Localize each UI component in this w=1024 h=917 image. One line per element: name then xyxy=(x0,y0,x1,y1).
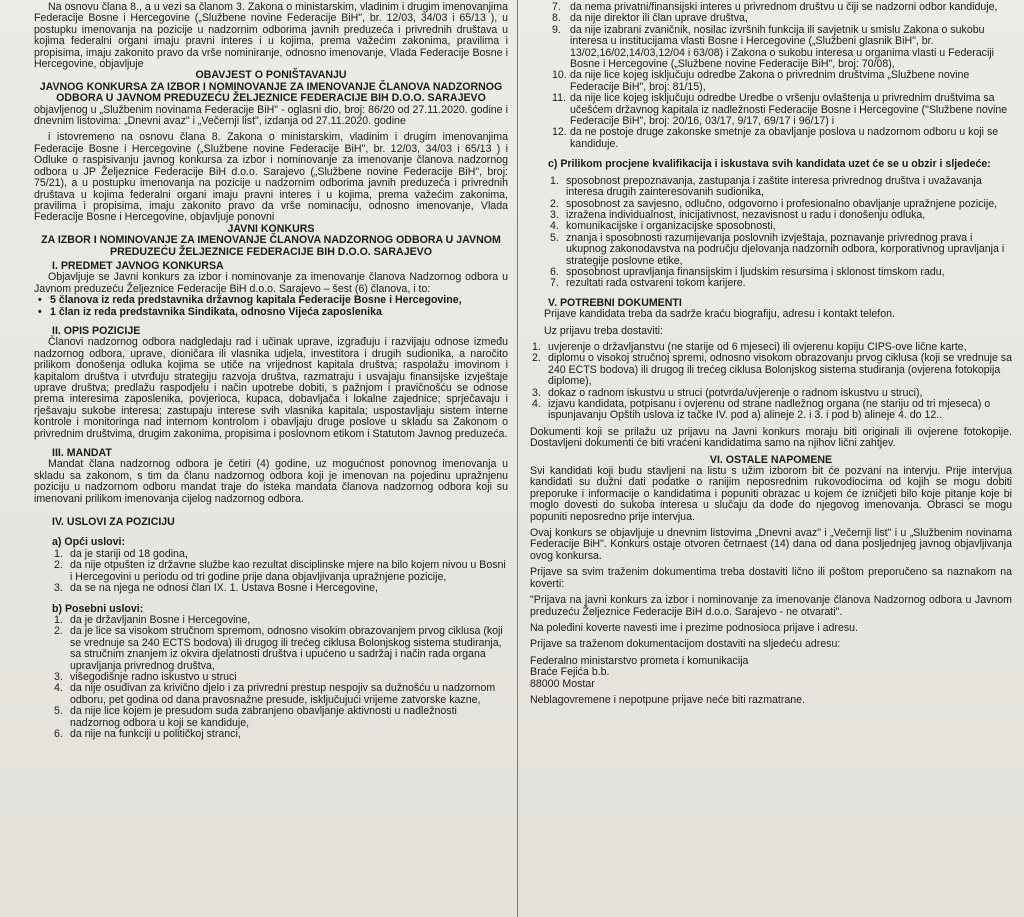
section-1-text: Objavljuje se Javni konkurs za izbor i nominovanje za imenovanje članova Nadzornog odbora u Javnom preduzeću Željeznice Federacije BiH d.o.o. Sarajevo – šest (6) članova, i to: xyxy=(34,271,508,295)
list-item: 12. da ne postoje druge zakonske smetnje za obavljanje poslova u nadzornom odboru u koji se kandiduje. xyxy=(552,126,999,150)
list-item: 6. sposobnost upravljanja finansijskim i ljudskim resursima i sklonost timskom radu, xyxy=(550,265,945,278)
section-6-paragraph-2: Ovaj konkurs se objavljuje u dnevnim listovima „Dnevni avaz" i „Večernji list" i u „Službenim novinama Federacije BiH". Konkurs ostaje otvoren četrnaest (14) dana od dana posljednjeg javnog objavljivanja ovog konkursa. xyxy=(530,527,1012,562)
column-divider xyxy=(517,0,518,917)
address-line: 88000 Mostar xyxy=(530,677,595,690)
list-item: 2. sposobnost za savjesno, odlučno, odgovorno i profesionalno obavljanje upražnjene pozicije, xyxy=(550,197,998,210)
section-5-text-3: Dokumenti koji se prilažu uz prijavu na Javni konkurs moraju biti originali ili ovjerene fotokopije. Dostavljeni dokumenti će biti vraćeni kandidatima samo na njihov lični zahtjev. xyxy=(530,425,1012,450)
section-2-text: Članovi nadzornog odbora nadgledaju rad i učinak uprave, izgrađuju i razvijaju odnose između nadzornog odbora, uprave, dioničara ili vlasnika udjela, investitora i drugih sudionika, a naročito prilikom donošenja odluka kojima se utiče na vrijednost kapitala društva; raspolažu imovinom i kapitalom društva i utvrđuju strategiju razvoja društva, razmatraju i usvajaju finansijske izvještaje uprave društva; predlažu raspodjelu i način upotrebe dobiti, s pažnjom i pravičnošću se odnose prema interesima zaposlenika, povjerioca, kupaca, dobavljača i lokalne zajednice; sprječavaju i rješavaju sukobe interesa; zastupaju interese svih vlasnika kapitala; uspostavljaju sistem interne kontrole i monitoringa nad internom kontrolom i obavljaju druge poslove u skladu sa Zakonom o privrednim društvima, drugim zakonima, propisima i poslovnom etikom i Statutom Javnog preduzeća. xyxy=(34,336,508,440)
list-item: 9. da nije izabrani zvaničnik, nosilac izvršnih funkcija ili savjetnik u smislu Zakona o sukobu interesa u institucijama vlasti Bosne i Hercegovine („Službeni glasnik BiH", br. 13/02,16/02,14/03,12/04 i 63/08) i Zakona o sukobu interesa u organima vlasti u Federaciji Bosne i Hercegovine („Službene novine Federacije BiH", broj: 70/08), xyxy=(552,23,995,71)
list-item: 1. sposobnost prepoznavanja, zastupanja i zaštite interesa privrednog društva i uvažavanja interesa drugih zainteresovanih sudionika, xyxy=(550,174,982,199)
list-item: 10. da nije lice kojeg isključuju odredbe Zakona o privrednim društvima „Službene novine Federacije BiH", broj: 81/15), xyxy=(552,69,970,93)
list-item: 4. da nije osuđivan za krivično djelo i za privredni prestup nespojiv sa dužnošću u nadzornom odboru, pet godina od dana pravosnažne presude, isključujući vrijeme zatvorske kazne, xyxy=(54,682,496,706)
list-item: 4. komunikacijske i organizacijske sposobnosti, xyxy=(550,220,776,233)
list-item: 11. da nije lice kojeg isključuju odredbe Uredbe o vršenju ovlaštenja u privrednim društvima sa učešćem državnog kapitala iz nadležnosti Federacije Bosne i Hercegovine ("Službene novine Federacije BiH", broj: 20/16, 03/17, 9/17, 69/17 i 96/17) i xyxy=(552,92,1008,128)
intro-paragraph: Na osnovu člana 8., a u vezi sa članom 3. Zakona o ministarskim, vladinim i drugim imenovanjima Federacije Bosne i Hercegovine („Službene novine Federacije BiH", br. 12/03, 34/03 i 65/13 ), u postupku imenovanja na pozicije u nadzornim odborima javnih preduzeća i privrednih društava u kojima federalni organi imaju pravni interes i u kojima, prema važećim zakonima, pravilima i propisima, imaju zakonito pravo da vrše nominiranje, odnosno imenovanje, Vlada Federacije Bosne i Hercegovine, objavljuje xyxy=(34,2,508,71)
right-column xyxy=(530,2,1012,917)
section-5-title: V. POTREBNI DOKUMENTI xyxy=(548,296,682,309)
list-item: • 5 članova iz reda predstavnika državnog kapitala Federacije Bosne i Hercegovine, xyxy=(38,294,462,307)
address-line: Braće Fejića b.b. xyxy=(530,666,610,679)
contest-subtitle: ZA IZBOR I NOMINOVANJE ZA IMENOVANJE ČLANOVA NADZORNOG ODBORA U JAVNOM PREDUZEĆU ŽELJEZNICE FEDERACIJE BIH D.O.O. SARAJEVO xyxy=(41,234,501,258)
envelope-label-quote: "Prijava na javni konkurs za izbor i nominovanje za imenovanje članova Nadzornog odbora u Javnom preduzeću Željeznice Federacije BiH d.o.o. Sarajevo - ne otvarati". xyxy=(530,594,1012,618)
section-6-paragraph-4: Na poleđini koverte navesti ime i prezime podnosioca prijave i adresu. xyxy=(530,621,858,634)
section-5-text: Prijave kandidata treba da sadrže kraću biografiju, adresu i kontakt telefon. xyxy=(544,308,895,321)
second-intro-paragraph: i istovremeno na osnovu člana 8. Zakona o ministarskim, vladinim i drugim imenovanjima Federacije Bosne i Hercegovine („Službene novine Federacije BiH", br. 12/03, 34/03 i 65/13 ) i Odluke o raspisivanju javnog konkursa za izbor i nominovanje za imenovanje članova nadzornog odbora u JP Željeznice Federacije BiH d.o.o. Sarajevo („Službene novine Federacije BiH", broj: 75/21), a u postupku imenovanja na pozicije u nadzornim odborima javnih preduzeća i privrednih društava u kojima federalni organi imaju pravni interes i u kojima, prema važećim zakonima, pravilima i propisima, imaju zakonito pravo da vrše nominaciju, odnosno imenovanje, Vlada Federacije Bosne i Hercegovine, objavljuje ponovni xyxy=(34,131,508,224)
list-item: 2. diplomu o visokoj stručnoj spremi, odnosno visokom obrazovanju prvog ciklusa (koji se vrednuje sa 240 ECTS bodova) ili drugog ili trećeg ciklusa Bolonjskog sistema studiranja (ovjerena fotokopija diplome), xyxy=(532,352,1012,388)
list-item: 3. dokaz o radnom iskustvu u struci (potvrda/uvjerenje o radnom iskustvu u struci), xyxy=(532,386,923,399)
section-4c-list xyxy=(548,176,1012,290)
list-item: 7. da nema privatni/finansijski interes u privrednom društvu u čiji se nadzorni odbor kandiduje, xyxy=(552,2,998,13)
closing-note: Neblagovremene i nepotpune prijave neće biti razmatrane. xyxy=(530,693,806,706)
section-4b-list xyxy=(52,615,508,740)
notice-subtitle: JAVNOG KONKURSA ZA IZBOR I NOMINOVANJE ZA IMENOVANJE ČLANOVA NADZORNOG ODBORA U JAVNOM PREDUZEĆU ŽELJEZNICE FEDERACIJE BIH D.O.O. SARAJEVO xyxy=(39,80,503,105)
section-4b-continued-list xyxy=(548,2,1012,150)
section-4a-title: a) Opći uslovi: xyxy=(52,536,125,549)
section-6-paragraph-3: Prijave sa svim traženim dokumentima treba dostaviti lično ili poštom preporučeno sa naznakom na koverti: xyxy=(530,566,1012,590)
address-line: Federalno ministarstvo prometa i komunikacija xyxy=(530,654,749,667)
section-4a-list xyxy=(52,549,508,595)
list-item: 5. znanja i sposobnosti razumijevanja poslovnih izvještaja, poznavanje privrednog prava i ukupnog zakonodavstva na području djelovanja nadzornih odbora, korporativnog upravljanja i strategije poslovne etike, xyxy=(550,231,1005,267)
list-item: 4. izjavu kandidata, potpisanu i ovjerenu od strane nadležnog organa (ne stariju od tri mjeseca) o ispunjavanju Opštih uslova iz tačke IV. pod a) alineje 2. i 3. i pod b) alineje 4. do 12.. xyxy=(532,398,991,422)
list-item: 1. da je državljanin Bosne i Hercegovine, xyxy=(54,613,251,626)
section-2-title: II. OPIS POZICIJE xyxy=(52,324,141,337)
list-item: 5. da nije lice kojem je presudom suda zabranjeno obavljanje aktivnosti u nadležnosti nadzornog odbora u koji se kandiduje, xyxy=(54,705,457,729)
section-1-title: I. PREDMET JAVNOG KONKURSA xyxy=(52,259,224,272)
section-3-text: Mandat člana nadzornog odbora je četiri (4) godine, uz mogućnost ponovnog imenovanja u skladu sa zakonom, s tim da članu nadzornog odbora koji je imenovan na pojedinu upražnjenu poziciju u nadzornom odboru mandat traje do isteka mandata članova nadzornog odbora koji su imenovani prilikom imenovanja cijelog nadzornog odbora. xyxy=(34,458,508,505)
section-6-title: VI. OSTALE NAPOMENE xyxy=(709,453,833,466)
list-item: 1. uvjerenje o državljanstvu (ne starije od 6 mjeseci) ili ovjerenu kopiju CIPS-ove lične karte, xyxy=(532,340,967,353)
contest-title: JAVNI KONKURS xyxy=(227,222,315,235)
list-item: 6. da nije na funkciji u političkoj stranci, xyxy=(54,727,241,740)
list-item: 3. da se na njega ne odnosi član IX. 1. Ustava Bosne i Hercegovine, xyxy=(54,582,378,595)
section-3-title: III. MANDAT xyxy=(52,447,112,460)
notice-title: OBAVJEST O PONIŠTAVANJU xyxy=(195,69,347,82)
list-item: • 1 član iz reda predstavnika Sindikata, odnosno Vijeća zaposlenika xyxy=(38,305,382,318)
list-item: 8. da nije direktor ili član uprave društva, xyxy=(552,12,748,25)
list-item: 2. da je lice sa visokom stručnom spremom, odnosno visokim obrazovanjem prvog ciklusa (koji se vrednuje sa 240 ECTS bodova) ili drugog ili trećeg ciklusa Bolonjskog sistema studiranja, sa stručnim znanjem iz okvira djelatnosti društva i upućeno u sadržaj i način rada organa upravljanja privrednog društva, xyxy=(54,625,503,672)
section-4c-title: c) Prilikom procjene kvalifikacija i iskustava svih kandidata uzet će se u obzir i sljedeće: xyxy=(548,158,991,171)
left-column xyxy=(34,2,508,917)
list-item: 7. rezultati rada ostvareni tokom karijere. xyxy=(550,277,746,290)
list-item: 3. višegodišnje radno iskustvo u struci xyxy=(54,670,237,683)
section-4-title: IV. USLOVI ZA POZICIJU xyxy=(52,516,175,529)
notice-published: objavljenog u „Službenim novinama Federacije BiH" - oglasni dio, broj: 86/20 od 27.11.2020. godine i dnevnim listovima: „Dnevni avaz" i „Večernji list", izdanja od 27.11.2020. godine xyxy=(34,103,508,128)
section-4b-title: b) Posebni uslovi: xyxy=(52,602,144,615)
section-1-bullets xyxy=(34,295,508,318)
list-item: 2. da nije otpušten iz državne službe kao rezultat disciplinske mjere na bilo kojem nivou u Bosni i Hercegovini u periodu od tri godine prije dana objavljivanja upražnjene pozicije, xyxy=(54,559,506,583)
section-5-list xyxy=(530,342,1012,422)
list-item: 1. da je stariji od 18 godina, xyxy=(54,547,188,560)
section-6-paragraph-1: Svi kandidati koji budu stavljeni na listu s užim izborom bit će pozvani na intervju. Prije intervjua kandidati su dužni dati podatke o ranijim neposrednim rukovodiocima od kojih se mogu dobiti preporuke i informacije o kandidatima i popuniti obrazac u kojem će izničjeti bilo koje pitanje koje bi moglo dovesti do sukoba interesa u slučaju da dođe do njegovog imenovanja. Obrasci se mogu popuniti neposredno prije intervjua. xyxy=(530,465,1012,523)
section-6-paragraph-5: Prijave sa traženom dokumentacijom dostaviti na sljedeću adresu: xyxy=(530,638,841,651)
list-item: 3. izražena individualnost, inicijativnost, nezavisnost u radu i donošenju odluka, xyxy=(550,208,926,221)
section-5-text-2: Uz prijavu treba dostaviti: xyxy=(544,324,663,337)
